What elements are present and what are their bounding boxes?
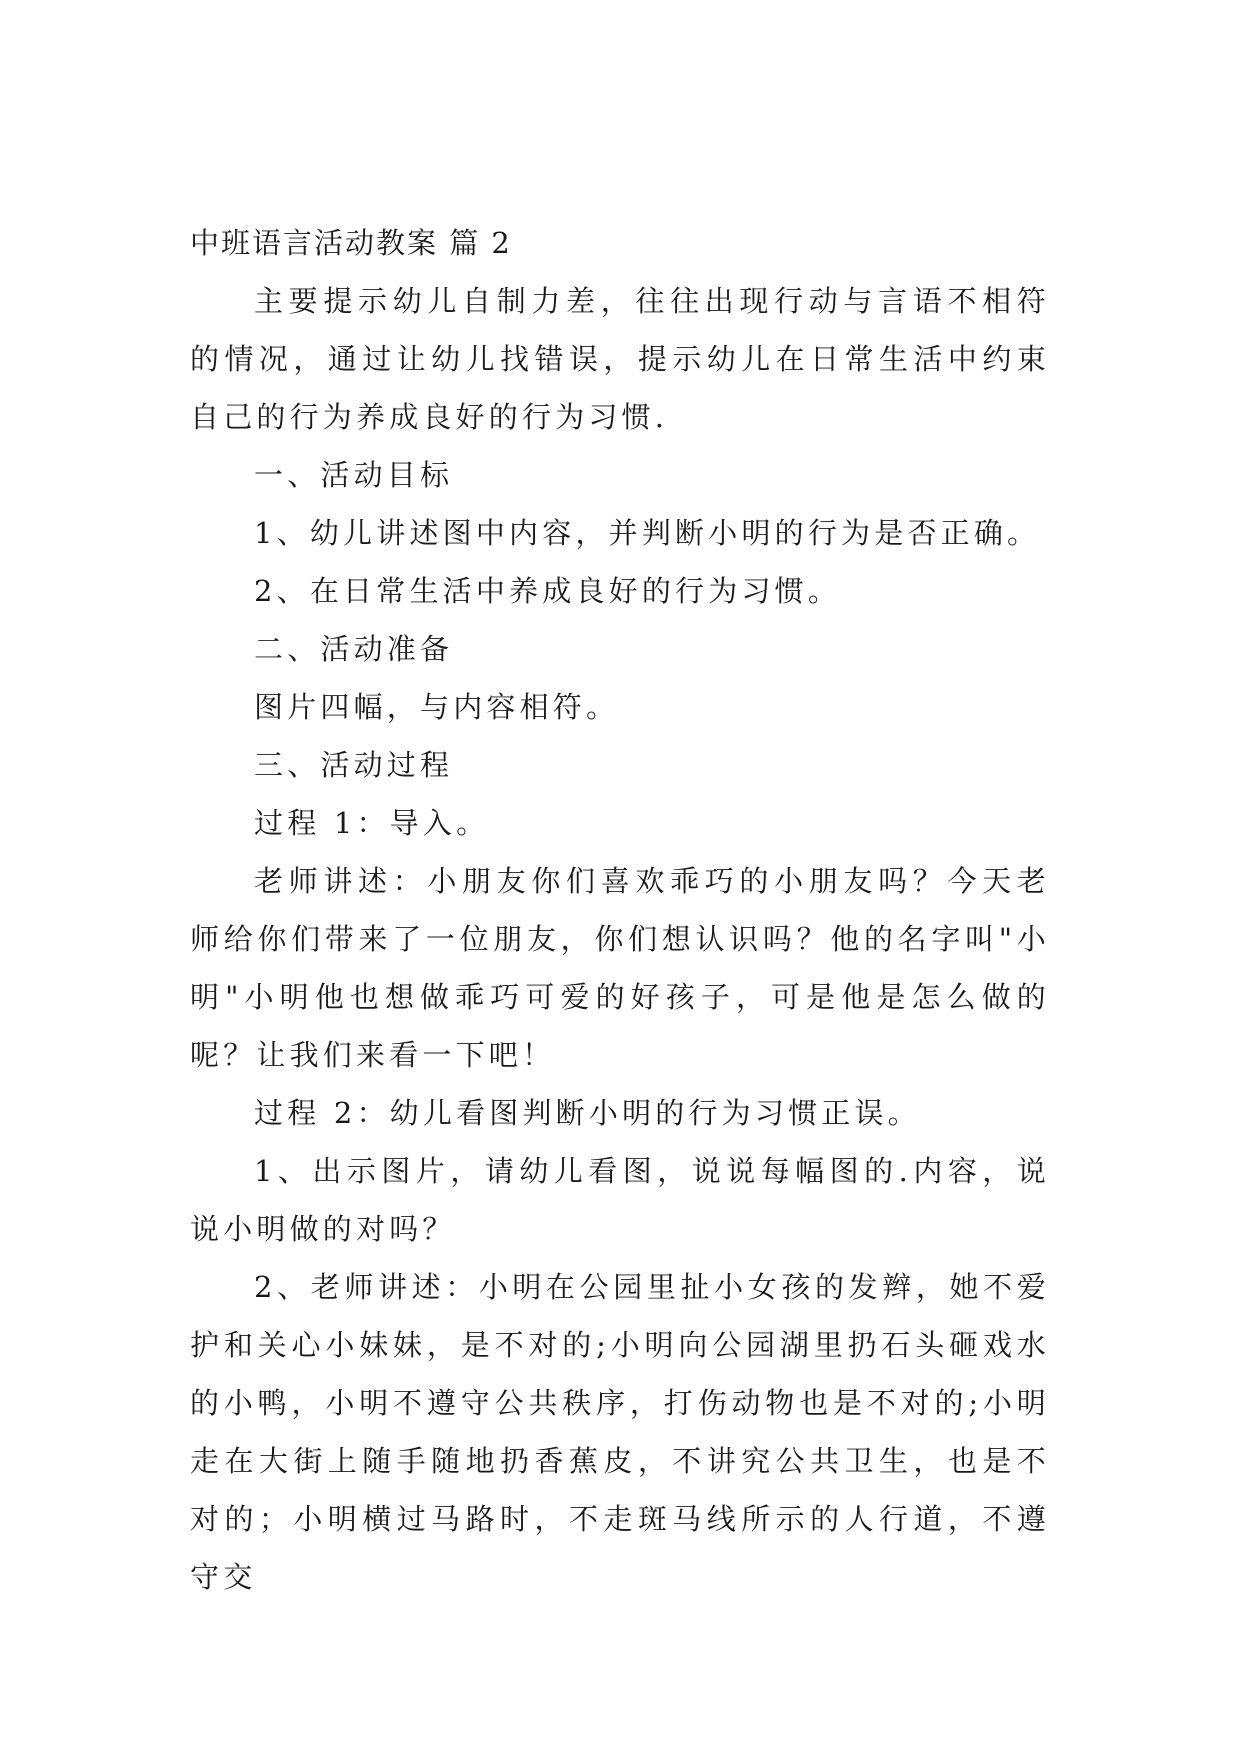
goal-item-2: 2、在日常生活中养成良好的行为习惯。 — [254, 574, 842, 608]
step-1-heading: 过程 1：导入。 — [254, 806, 490, 840]
goal-item-1: 1、幼儿讲述图中内容，并判断小明的行为是否正确。 — [254, 516, 1041, 550]
intro-paragraph: 主要提示幼儿自制力差，往往出现行动与言语不相符的情况，通过让幼儿找错误，提示幼儿在日常生活中约束自己的行为养成良好的行为习惯. — [190, 284, 1050, 434]
preparation-text: 图片四幅，与内容相符。 — [254, 690, 620, 724]
teacher-intro-paragraph: 老师讲述：小朋友你们喜欢乖巧的小朋友吗？今天老师给你们带来了一位朋友，你们想认识吗？他的名字叫"小明"小明他也想做乖巧可爱的好孩子，可是他是怎么做的呢？让我们来看一下吧！ — [190, 864, 1050, 1072]
document-title: 中班语言活动教案 篇 2 — [190, 226, 512, 260]
section-heading-goals: 一、活动目标 — [254, 458, 454, 492]
step-2-item-2: 2、老师讲述：小明在公园里扯小女孩的发辫，她不爱护和关心小妹妹，是不对的;小明向公园湖里扔石头砸戏水的小鸭，小明不遵守公共秩序，打伤动物也是不对的;小明走在大街上随手随地扔香蕉皮，不讲究公共卫生，也是不对的；小明横过马路时，不走斑马线所示的人行道，不遵守交 — [190, 1270, 1050, 1594]
document-body — [190, 214, 1050, 1606]
section-heading-preparation: 二、活动准备 — [254, 632, 454, 666]
step-2-item-1: 1、出示图片，请幼儿看图，说说每幅图的.内容，说说小明做的对吗？ — [190, 1154, 1050, 1246]
step-2-heading: 过程 2：幼儿看图判断小明的行为习惯正误。 — [254, 1096, 921, 1130]
section-heading-process: 三、活动过程 — [254, 748, 454, 782]
